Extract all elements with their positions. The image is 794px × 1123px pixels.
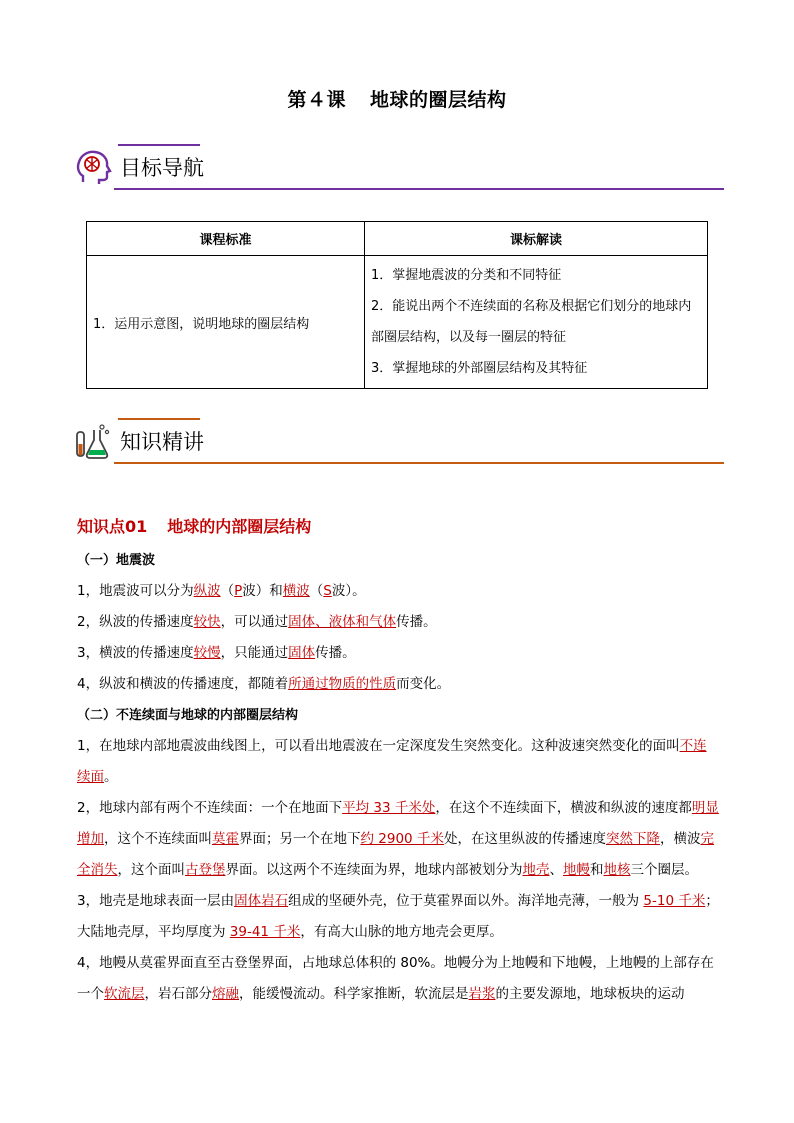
interpretation-cell (365, 256, 708, 389)
curriculum-table (86, 221, 708, 389)
paragraph: 1，地震波可以分为纵波（P波）和横波（S波）。 (77, 583, 366, 599)
table-header-interpretation: 课标解读 (365, 222, 708, 256)
brain-head-icon (74, 148, 112, 186)
content-body (77, 545, 719, 1010)
interpretation-item: 2．能说出两个不连续面的名称及根据它们划分的地球内部圈层结构，以及每一圈层的特征 (371, 299, 692, 345)
paragraph: 4，地幔从莫霍界面直至古登堡界面，占地球总体积的 80%。地幔分为上地幔和下地幔，上地幔的上部存在一个软流层，岩石部分熔融，能缓慢流动。科学家推断，软流层是岩浆的主要发源地，地球板块的运动 (77, 955, 714, 1002)
paragraph: 1，在地球内部地震波曲线图上，可以看出地震波在一定深度发生突然变化。这种波速突然变化的面叫不连续面。 (77, 738, 707, 785)
paragraph: 2，纵波的传播速度较快，可以通过固体、液体和气体传播。 (77, 614, 437, 630)
section-header-goals (74, 144, 724, 190)
section-header-knowledge (74, 418, 724, 464)
page-title: 第４课 地球的圈层结构 (287, 89, 507, 111)
flask-icon (74, 422, 112, 460)
table-header-standard: 课程标准 (87, 222, 365, 256)
standard-cell: 1．运用示意图，说明地球的圈层结构 (87, 256, 365, 389)
knowledge-point-title: 知识点01 地球的内部圈层结构 (77, 517, 312, 536)
paragraph: 2，地球内部有两个不连续面：一个在地面下平均 33 千米处，在这个不连续面下，横波和纵波的速度都明显增加，这个不连续面叫莫霍界面；另一个在地下约 2900 千米处，在这里纵波的传播速度突然下降，横波完全消失，这个面叫古登堡界面。以这两个不连续面为界，地球内部被划分为地壳、地幔和地核三个圈层。 (77, 800, 719, 878)
subheading: （二）不连续面与地球的内部圈层结构 (77, 708, 299, 723)
subheading: （一）地震波 (77, 553, 156, 568)
interpretation-item: 3．掌握地球的外部圈层结构及其特征 (371, 361, 588, 376)
paragraph: 3，横波的传播速度较慢，只能通过固体传播。 (77, 645, 356, 661)
section-title: 目标导航 (120, 156, 204, 180)
interpretation-item: 1．掌握地震波的分类和不同特征 (371, 268, 562, 283)
paragraph: 4，纵波和横波的传播速度，都随着所通过物质的性质而变化。 (77, 676, 451, 692)
section-title: 知识精讲 (120, 430, 204, 454)
paragraph: 3，地壳是地球表面一层由固体岩石组成的坚硬外壳，位于莫霍界面以外。海洋地壳薄，一般为 5-10 千米；大陆地壳厚，平均厚度为 39-41 千米，有高大山脉的地方地壳会更厚。 (77, 893, 719, 940)
